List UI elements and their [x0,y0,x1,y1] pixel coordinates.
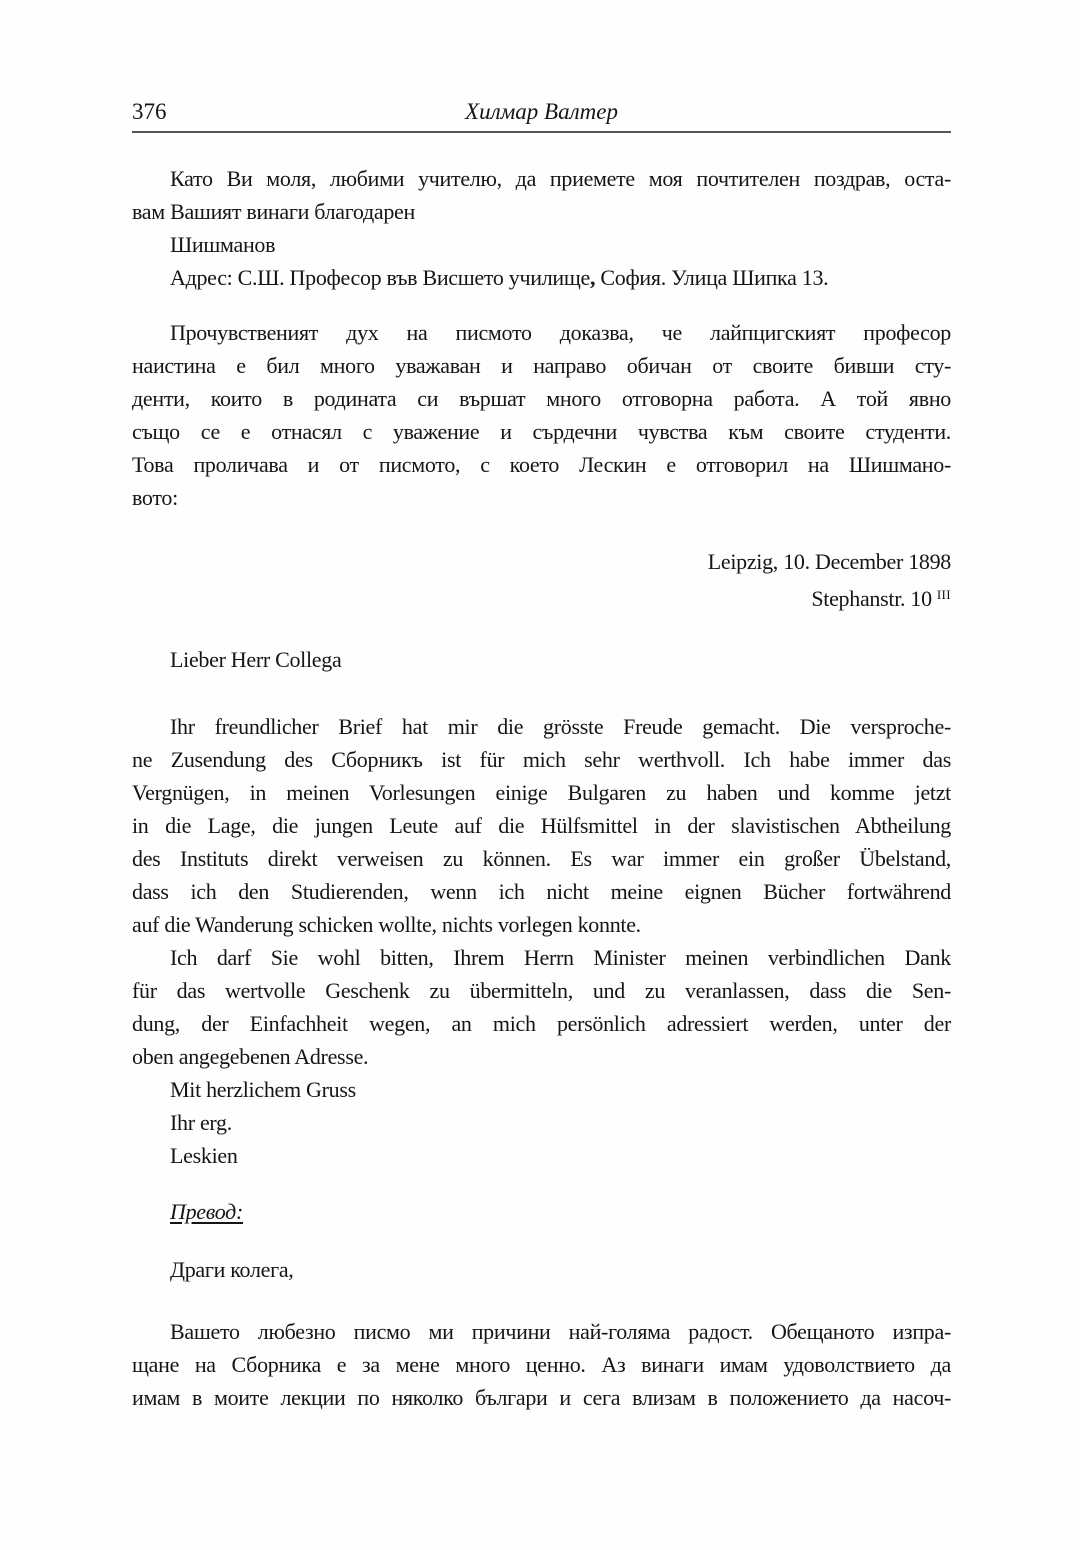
letter-de-line: in die Lage, die jungen Leute auf die Hülfsmittel in der slavistischen Abtheilung [132,813,951,838]
closing-line: Leskien [170,1143,238,1168]
translation-line: Вашето любезно писмо ми причини най-голяма радост. Обещаното изпра- [170,1319,951,1344]
floor-superscript: III [936,587,951,602]
intro-letter-block [132,162,951,294]
page-header [132,97,951,133]
intro-line: Като Ви моля, любими учителю, да приемете моя почтителен поздрав, оста- [170,166,951,191]
salutation-bg-block [132,1253,951,1286]
address-text: София. Улица Шипка 13. [595,265,829,290]
commentary-line: вото: [132,485,178,510]
address-comma: , [590,265,596,290]
page-body [132,162,951,1414]
letter-de-line: ne Zusendung des Сборникъ ist für mich sehr werthvoll. Ich habe immer das [132,747,951,772]
translation-line: имам в моите лекции по няколко българи и сега влизам в положението да насоч- [132,1385,951,1410]
letter-closing-block [132,1073,951,1172]
translation-label: Превод: [170,1199,243,1224]
commentary-paragraph [132,316,951,514]
letter-de-line: des Instituts direkt verweisen zu können. Es war immer ein großer Übelstand, [132,846,951,871]
letter-date-block [132,545,951,611]
letter-de-line: Vergnügen, in meinen Vorlesungen einige Bulgaren zu haben und komme jetzt [132,780,951,805]
salutation-bg: Драги колега, [170,1257,294,1282]
letter-de-line: oben angegebenen Adresse. [132,1044,369,1069]
letter-de-line: für das wertvolle Geschenk zu übermitteln, und zu veranlassen, dass die Sen- [132,978,951,1003]
closing-line: Ihr erg. [170,1110,232,1135]
letter-de-line: auf die Wanderung schicken wollte, nichts vorlegen konnte. [132,912,641,937]
salutation-de: Lieber Herr Collega [170,647,342,672]
commentary-line: наистина е бил много уважаван и направо обичан от своите бивши сту- [132,353,951,378]
letter-de-paragraph-1 [132,710,951,941]
street-text: Stephanstr. 10 [811,586,932,611]
translation-label-line [132,1195,951,1228]
letter-de-line: Ihr freundlicher Brief hat mir die grösste Freude gemacht. Die versproche- [170,714,951,739]
commentary-line: Прочувственият дух на писмото доказва, че лайпцигският професор [170,320,951,345]
translation-line: щане на Сборника е за мене много ценно. Аз винаги имам удоволствието да [132,1352,951,1377]
commentary-line: също се е отнасял с уважение и сърдечни чувства към своите студенти. [132,419,951,444]
commentary-line: Това проличава и от писмото, с което Лескин е отговорил на Шишмано- [132,452,951,477]
letter-de-line: Ich darf Sie wohl bitten, Ihrem Herrn Minister meinen verbindlichen Dank [170,945,951,970]
signature-line: Шишманов [170,232,276,257]
dateline: Leipzig, 10. December 1898 [707,549,951,574]
translation-paragraph [132,1315,951,1414]
letter-de-line: dung, der Einfachheit wegen, an mich persönlich adressiert werden, unter der [132,1011,951,1036]
commentary-line: денти, които в родината си вършат много отговорна работа. А той явно [132,386,951,411]
address-text: Адрес: С.Ш. Професор във Висшето училище [170,265,590,290]
translation-label-block [132,1195,951,1228]
address-line [132,261,951,294]
letter-de-paragraph-2 [132,941,951,1073]
letter-de-line: dass ich den Studierenden, wenn ich nicht meine eignen Bücher fortwährend [132,879,951,904]
closing-line: Mit herzlichem Gruss [170,1077,356,1102]
salutation-de-block [132,643,951,676]
intro-line: вам Вашият винаги благодарен [132,199,415,224]
running-title: Хилмар Валтер [465,99,618,124]
sender-address-line [132,578,951,611]
page-number: 376 [132,99,167,124]
